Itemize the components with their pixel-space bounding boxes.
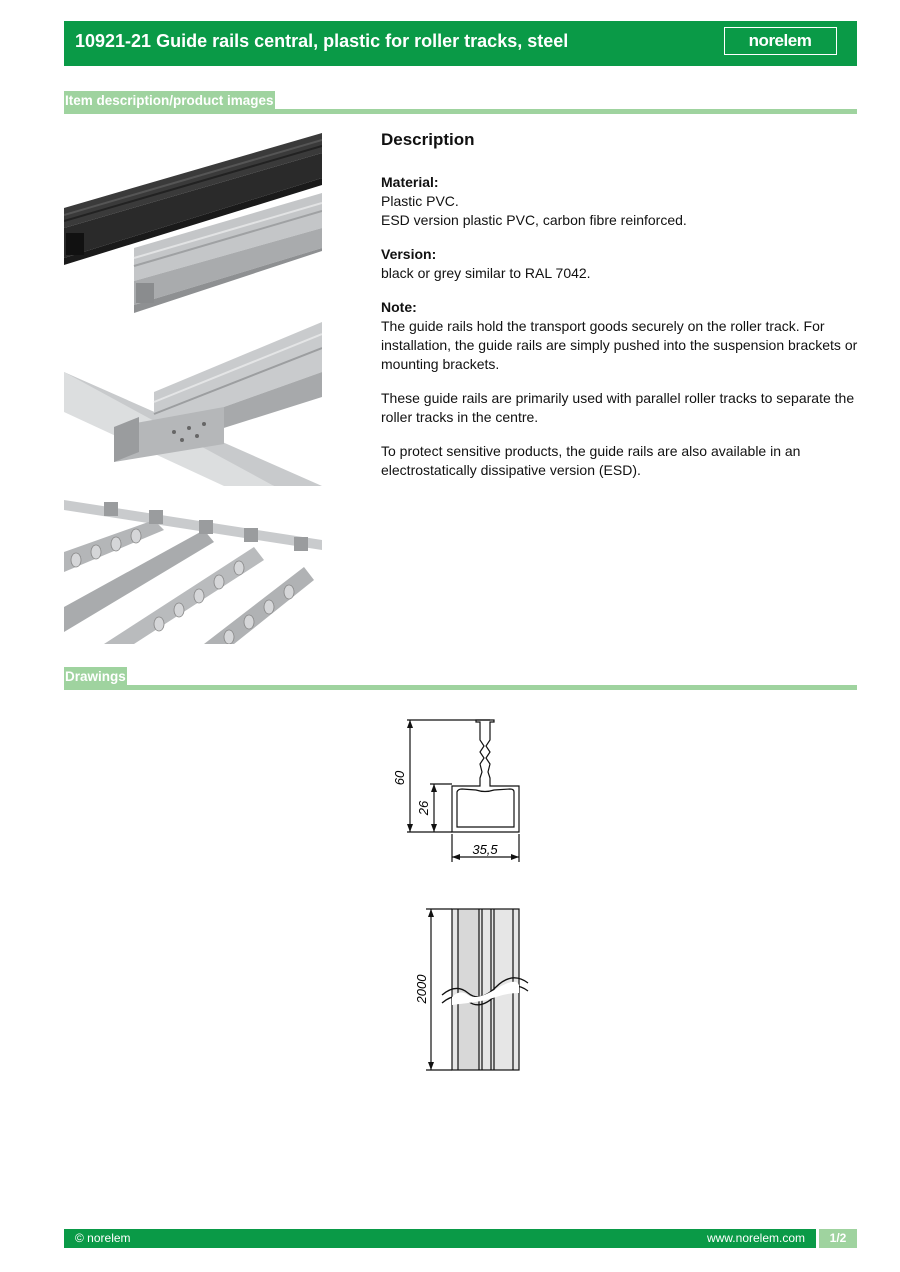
material-label: Material: [381, 174, 439, 190]
page-title: 10921-21 Guide rails central, plastic for roller tracks, steel [75, 31, 569, 51]
version-block [381, 245, 861, 283]
norelem-logo [724, 27, 837, 55]
dim-height-60: 60 [392, 770, 407, 786]
material-line: ESD version plastic PVC, carbon fibre reinforced. [381, 212, 687, 228]
logo-text: norelem [748, 31, 812, 50]
header-bar [64, 21, 857, 66]
note-paragraph: To protect sensitive products, the guide rails are also available in an electrostatically dissipative version (ESD). [381, 443, 801, 478]
footer-bar [64, 1229, 857, 1248]
note-paragraph: These guide rails are primarily used with parallel roller tracks to separate the roller tracks in the centre. [381, 390, 855, 425]
rail-length-drawing [410, 903, 540, 1083]
material-line: Plastic PVC. [381, 193, 459, 209]
section-label-drawings: Drawings [64, 667, 127, 687]
footer-website-link[interactable]: www.norelem.com [706, 1231, 805, 1245]
section-divider-drawings [64, 685, 857, 690]
description-panel [381, 128, 861, 495]
product-image-bracket [64, 322, 322, 486]
profile-cross-section-drawing [390, 712, 535, 877]
version-label: Version: [381, 246, 437, 262]
product-image-rails [64, 133, 322, 315]
dim-height-26: 26 [416, 800, 431, 816]
description-heading: Description [381, 130, 475, 149]
page-number: 1/2 [816, 1229, 857, 1248]
note-paragraph: The guide rails hold the transport goods securely on the roller track. For installation, the guide rails are simply pushed into the suspension brackets or mounting brackets. [381, 318, 858, 372]
section-label-images: Item description/product images [64, 91, 275, 111]
product-image-roller-track [64, 492, 322, 644]
dim-width-35-5: 35,5 [472, 842, 498, 857]
note-label: Note: [381, 299, 417, 315]
note-block [381, 298, 861, 480]
dim-length-2000: 2000 [414, 974, 429, 1004]
material-block [381, 173, 861, 230]
footer-copyright: © norelem [75, 1231, 131, 1245]
version-text: black or grey similar to RAL 7042. [381, 265, 591, 281]
